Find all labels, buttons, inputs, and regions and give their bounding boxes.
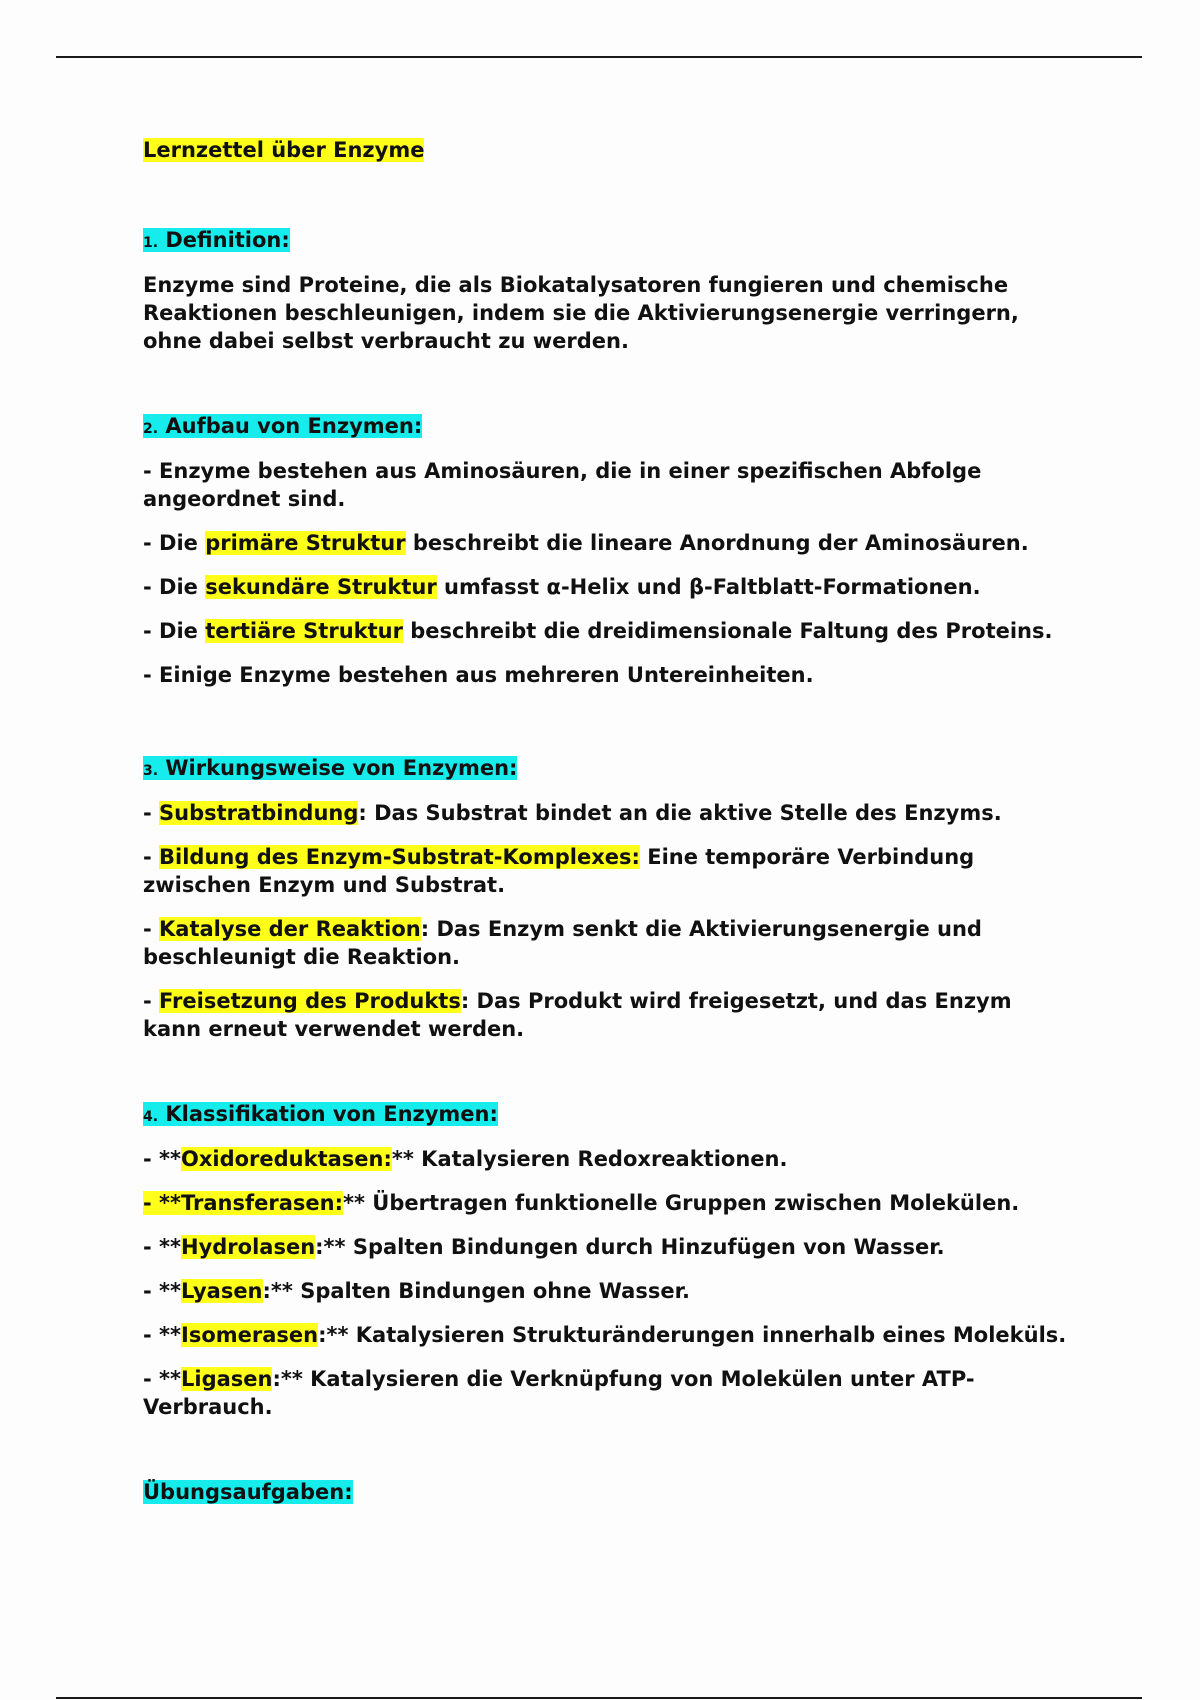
- list-item: - **Ligasen:** Katalysieren die Verknüpfung von Molekülen unter ATP-Verbrauch.: [143, 1367, 975, 1419]
- section-definition: [143, 226, 1073, 355]
- section-exercises: [143, 1478, 1073, 1506]
- section-aufbau: [143, 412, 1073, 689]
- page-title: Lernzettel über Enzyme: [143, 138, 425, 162]
- top-rule: [56, 56, 1142, 58]
- list-item: - **Transferasen:** Übertragen funktionelle Gruppen zwischen Molekülen.: [143, 1191, 1020, 1215]
- section-klassifikation: [143, 1100, 1073, 1421]
- list-item: - Die primäre Struktur beschreibt die lineare Anordnung der Aminosäuren.: [143, 531, 1029, 555]
- list-item: - Freisetzung des Produkts: Das Produkt wird freigesetzt, und das Enzym kann erneut verwendet werden.: [143, 989, 1012, 1041]
- definition-text: Enzyme sind Proteine, die als Biokatalysatoren fungieren und chemische Reaktionen beschleunigen, indem sie die Aktivierungsenergie verringern, ohne dabei selbst verbraucht zu werden.: [143, 273, 1019, 353]
- list-item: - Einige Enzyme bestehen aus mehreren Untereinheiten.: [143, 663, 814, 687]
- list-item: - Die tertiäre Struktur beschreibt die dreidimensionale Faltung des Proteins.: [143, 619, 1053, 643]
- list-item: - **Lyasen:** Spalten Bindungen ohne Wasser.: [143, 1279, 690, 1303]
- section-heading: Übungsaufgaben:: [143, 1480, 353, 1504]
- list-item: - **Oxidoreduktasen:** Katalysieren Redoxreaktionen.: [143, 1147, 788, 1171]
- list-item: - **Isomerasen:** Katalysieren Strukturänderungen innerhalb eines Moleküls.: [143, 1323, 1067, 1347]
- section-heading: 3. Wirkungsweise von Enzymen:: [143, 756, 518, 780]
- section-heading: 4. Klassifikation von Enzymen:: [143, 1102, 498, 1126]
- list-item: - Enzyme bestehen aus Aminosäuren, die in einer spezifischen Abfolge angeordnet sind.: [143, 459, 982, 511]
- list-item: - Bildung des Enzym-Substrat-Komplexes: Eine temporäre Verbindung zwischen Enzym und Substrat.: [143, 845, 975, 897]
- list-item: - Substratbindung: Das Substrat bindet an die aktive Stelle des Enzyms.: [143, 801, 1002, 825]
- section-heading: 2. Aufbau von Enzymen:: [143, 414, 423, 438]
- list-item: - Katalyse der Reaktion: Das Enzym senkt die Aktivierungsenergie und beschleunigt die Reaktion.: [143, 917, 982, 969]
- bottom-rule: [56, 1697, 1142, 1699]
- list-item: - Die sekundäre Struktur umfasst α-Helix und β-Faltblatt-Formationen.: [143, 575, 981, 599]
- section-heading: 1. Definition:: [143, 228, 290, 252]
- list-item: - **Hydrolasen:** Spalten Bindungen durch Hinzufügen von Wasser.: [143, 1235, 945, 1259]
- section-wirkungsweise: [143, 754, 1073, 1043]
